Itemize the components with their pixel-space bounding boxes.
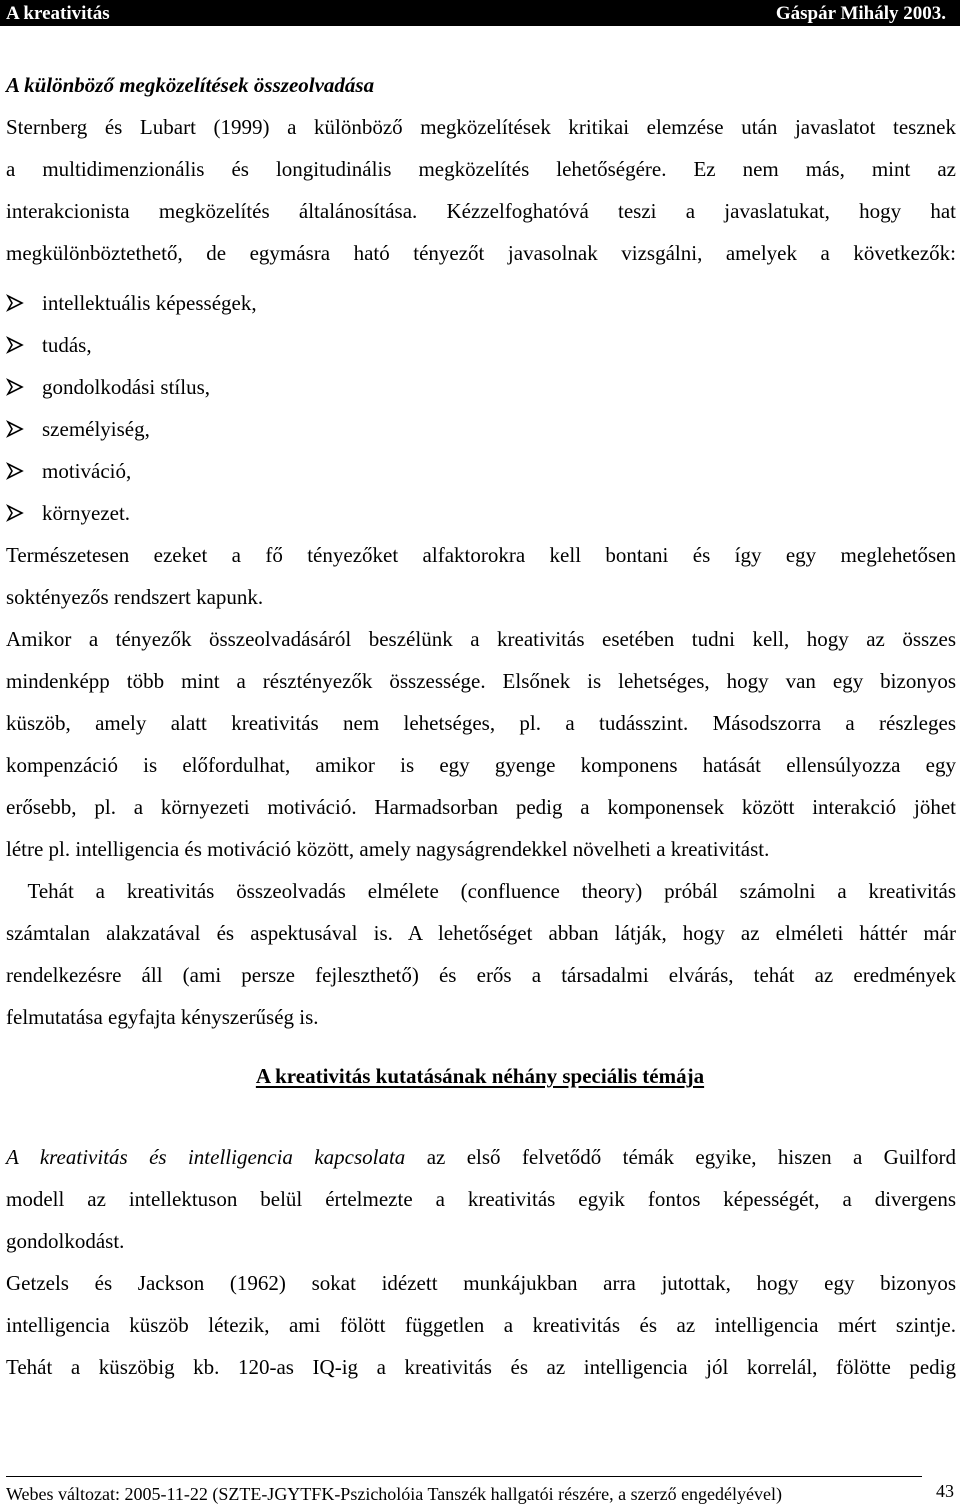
header-title: A kreativitás — [6, 3, 110, 24]
paragraph-subfactors — [6, 534, 956, 618]
text-line: mindenképp több mint a résztényezők összessége. Elsőnek is lehetséges, hogy van egy bizonyos — [6, 669, 956, 693]
text-line: gondolkodást. — [6, 1229, 125, 1253]
arrow-bullet-icon — [6, 336, 24, 354]
text-line: felmutatása egyfajta kényszerűség is. — [6, 1005, 319, 1029]
text-line: küszöb, amely alatt kreativitás nem lehetséges, pl. a tudásszint. Másodszorra a részleges — [6, 711, 956, 735]
paragraph-getzels — [6, 1262, 956, 1388]
list-item-text: gondolkodási stílus, — [42, 375, 211, 399]
factor-list — [6, 282, 956, 534]
arrow-bullet-icon — [6, 378, 24, 396]
section-title: A különböző megközelítések összeolvadása — [6, 73, 375, 97]
text-run: az első felvetődő témák egyike, hiszen a Guilford — [405, 1145, 956, 1169]
list-item — [6, 450, 956, 492]
italic-term: A kreativitás és intelligencia kapcsolata — [6, 1145, 406, 1169]
arrow-bullet-icon — [6, 504, 24, 522]
text-line: számtalan alakzatával és aspektusával is. A lehetőséget abban látják, hogy az elméleti háttér már — [6, 921, 956, 945]
list-item-text: intellektuális képességek, — [42, 291, 257, 315]
footer-divider — [6, 1476, 922, 1477]
text-line: modell az intellektuson belül értelmezte a kreativitás egyik fontos képességét, a divergens — [6, 1187, 956, 1211]
page-header — [0, 0, 960, 26]
text-line: Amikor a tényezők összeolvadásáról beszélünk a kreativitás esetében tudni kell, hogy az összes — [6, 627, 956, 651]
paragraph-confluence — [6, 618, 956, 870]
page-number: 43 — [936, 1481, 954, 1501]
text-line: Getzels és Jackson (1962) sokat idézett munkájukban arra jutottak, hogy egy bizonyos — [6, 1271, 956, 1295]
arrow-bullet-icon — [6, 420, 24, 438]
text-line: létre pl. intelligencia és motiváció között, amely nagyságrendekkel növelheti a kreativitást. — [6, 837, 770, 861]
paragraph-theory — [6, 870, 956, 1038]
arrow-bullet-icon — [6, 294, 24, 312]
text-line: Tehát a küszöbig kb. 120-as IQ-ig a kreativitás és az intelligencia jól korrelál, fölötte pedig — [6, 1355, 956, 1379]
text-line: kompenzáció is előfordulhat, amikor is egy gyenge komponens hatását ellensúlyozza egy — [6, 753, 956, 777]
list-item-text: motiváció, — [42, 459, 132, 483]
intro-paragraph — [6, 106, 956, 274]
list-item — [6, 366, 956, 408]
text-line: soktényezős rendszert kapunk. — [6, 585, 264, 609]
text-line: Tehát a kreativitás összeolvadás elmélete (confluence theory) próbál számolni a kreativitás — [6, 879, 956, 903]
arrow-bullet-icon — [6, 462, 24, 480]
footer-text: Webes változat: 2005-11-22 (SZTE-JGYTFK-Pszicholóia Tanszék hallgatói részére, a szerző engedélyével) — [6, 1484, 783, 1504]
text-line: interakcionista megközelítés általánosítása. Kézzelfoghatóvá teszi a javaslatukat, hogy hat — [6, 199, 956, 223]
text-line: a multidimenzionális és longitudinális megközelítés lehetőségére. Ez nem más, mint az — [6, 157, 956, 181]
section-heading: A kreativitás kutatásának néhány speciális témája — [255, 1064, 705, 1088]
text-line: erősebb, pl. a környezeti motiváció. Harmadsorban pedig a komponensek között interakció jöhet — [6, 795, 956, 819]
text-line: Sternberg és Lubart (1999) a különböző megközelítések kritikai elemzése után javaslatot tesznek — [6, 115, 956, 139]
header-author: Gáspár Mihály 2003. — [775, 3, 946, 24]
list-item — [6, 324, 956, 366]
text-line — [6, 1136, 956, 1178]
text-line: Természetesen ezeket a fő tényezőket alfaktorokra kell bontani és így egy meglehetősen — [6, 543, 956, 567]
list-item — [6, 492, 956, 534]
paragraph-intelligence — [6, 1136, 956, 1262]
list-item-text: tudás, — [42, 333, 92, 357]
list-item-text: környezet. — [42, 501, 131, 525]
list-item — [6, 282, 956, 324]
text-line: rendelkezésre áll (ami persze fejleszthető) és erős a társadalmi elvárás, tehát az eredmények — [6, 963, 956, 987]
list-item-text: személyiség, — [42, 417, 150, 441]
text-line: megkülönböztethető, de egymásra ható tényezőt javasolnak vizsgálni, amelyek a következők: — [6, 241, 956, 265]
text-line: intelligencia küszöb létezik, ami fölött független a kreativitás és az intelligencia mért szintje. — [6, 1313, 956, 1337]
list-item — [6, 408, 956, 450]
